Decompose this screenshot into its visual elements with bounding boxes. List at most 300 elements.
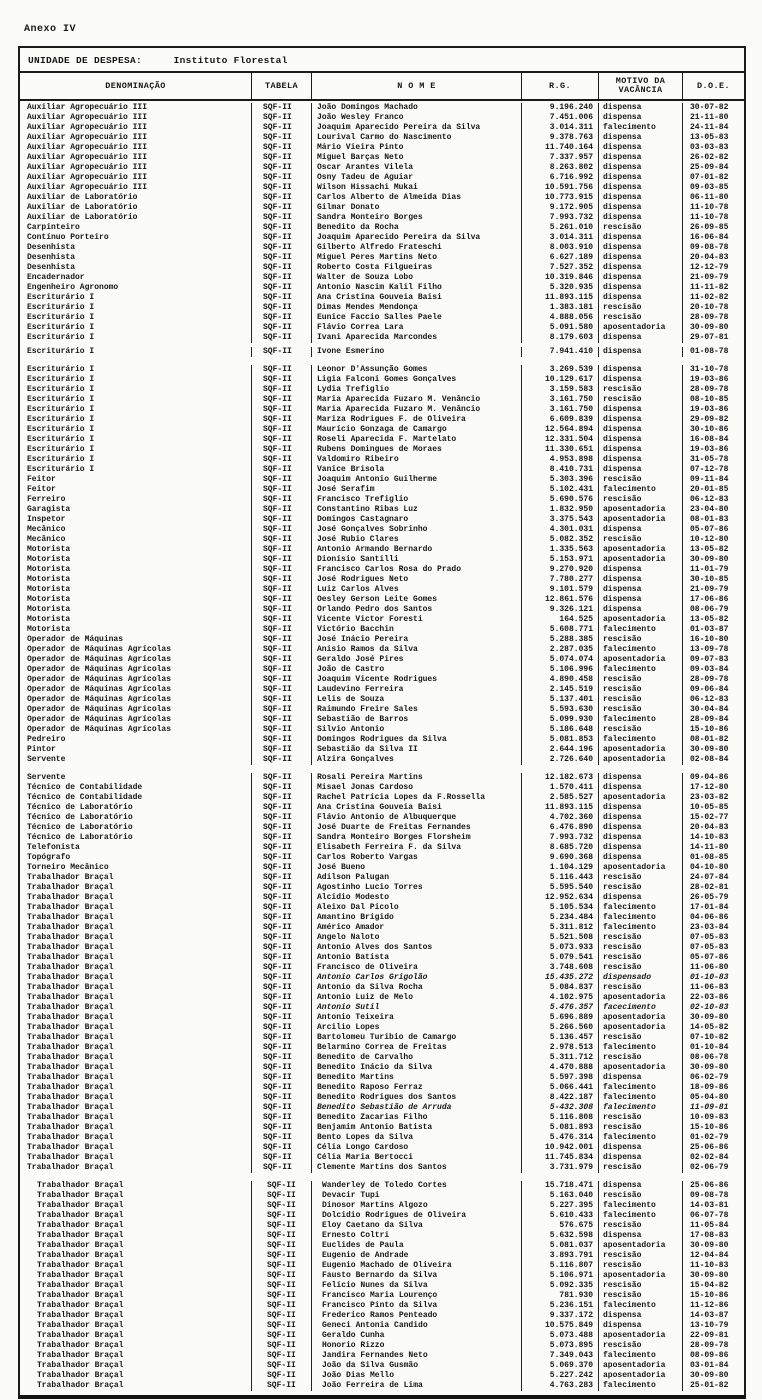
- cell-doe: 01-10-83: [690, 973, 729, 982]
- cell-denominacao: Auxiliar de Laboratório: [20, 193, 252, 203]
- cell-motivo-vacancia: dispensa: [599, 455, 683, 465]
- cell-nome: Leonor D'Assunção Gomes: [312, 365, 522, 375]
- table-row: [20, 515, 744, 525]
- cell-tabela: SQF-II: [252, 1271, 312, 1281]
- table-row: [20, 253, 744, 263]
- cell-motivo-vacancia: dispensa: [599, 375, 683, 385]
- cell-rg: 5.311.812: [522, 923, 599, 933]
- cell-doe: 12-12-79: [690, 263, 729, 272]
- cell-tabela: SQF-II: [252, 803, 312, 813]
- cell-motivo-vacancia: rescisão: [599, 873, 683, 883]
- cell-rg: 2.644.196: [522, 745, 599, 755]
- cell-nome: Walter de Souza Lobo: [312, 273, 522, 283]
- table-row: [20, 395, 744, 405]
- table-row: [20, 605, 744, 615]
- table-row: [20, 813, 744, 823]
- cell-rg: 5.476.314: [522, 1133, 599, 1143]
- cell-doe: 14-03-87: [690, 1311, 729, 1320]
- cell-motivo-vacancia: rescisão: [599, 1113, 683, 1123]
- cell-denominacao: Escriturário I: [20, 313, 252, 323]
- cell-nome: Francisco Carlos Rosa do Prado: [312, 565, 522, 575]
- cell-tabela: SQF-II: [252, 1033, 312, 1043]
- cell-nome: Gilberto Alfredo Frateschi: [312, 243, 522, 253]
- cell-rg: 164.525: [522, 615, 599, 625]
- cell-motivo-vacancia: dispensa: [599, 783, 683, 793]
- cell-doe: 29-09-82: [690, 415, 729, 424]
- cell-tabela: SQF-II: [252, 1191, 312, 1201]
- table-row: [20, 347, 744, 357]
- cell-rg: 10.591.756: [522, 183, 599, 193]
- cell-doe: 03-01-84: [690, 1361, 729, 1370]
- cell-tabela: SQF-II: [252, 303, 312, 313]
- cell-motivo-vacancia: rescisão: [599, 1191, 683, 1201]
- cell-denominacao: Operador de Máquinas Agrícolas: [20, 645, 252, 655]
- cell-nome: Constantino Ribas Luz: [312, 505, 522, 515]
- cell-nome: Alzira Gonçalves: [312, 755, 522, 765]
- table-row: [20, 273, 744, 283]
- cell-motivo-vacancia: rescisão: [599, 1291, 683, 1301]
- cell-denominacao: Trabalhador Braçal: [20, 1033, 252, 1043]
- cell-rg: 5.073.933: [522, 943, 599, 953]
- cell-nome: Ernesto Coltri: [312, 1231, 522, 1241]
- cell-rg: 15.435.272: [522, 973, 599, 983]
- cell-tabela: SQF-II: [252, 793, 312, 803]
- cell-nome: Miguel Peres Martins Neto: [312, 253, 522, 263]
- cell-tabela: SQF-II: [252, 1331, 312, 1341]
- cell-nome: Felício Nunes da Silva: [312, 1281, 522, 1291]
- cell-motivo-vacancia: aposentadoria: [599, 1013, 683, 1023]
- table-row: [20, 1291, 744, 1301]
- cell-rg: 5.610.433: [522, 1211, 599, 1221]
- cell-motivo-vacancia: dispensa: [599, 813, 683, 823]
- cell-tabela: SQF-II: [252, 173, 312, 183]
- cell-denominacao: Trabalhador Braçal: [20, 1063, 252, 1073]
- cell-nome: Lourival Carmo do Nascimento: [312, 133, 522, 143]
- cell-tabela: SQF-II: [252, 833, 312, 843]
- cell-doe: 30-09-80: [690, 1063, 729, 1072]
- table-row: [20, 625, 744, 635]
- cell-nome: Mário Vieira Pinto: [312, 143, 522, 153]
- cell-tabela: SQF-II: [252, 1063, 312, 1073]
- cell-motivo-vacancia: aposentadoria: [599, 323, 683, 333]
- cell-denominacao: Escriturário I: [20, 415, 252, 425]
- cell-rg: 5.236.151: [522, 1301, 599, 1311]
- cell-doe: 14-03-81: [690, 1201, 729, 1210]
- cell-tabela: SQF-II: [252, 485, 312, 495]
- cell-nome: Flávio Correa Lara: [312, 323, 522, 333]
- cell-rg: 5.227.242: [522, 1371, 599, 1381]
- cell-denominacao: Trabalhador Braçal: [20, 1133, 252, 1143]
- cell-rg: 3.269.539: [522, 365, 599, 375]
- cell-rg: 11.745.834: [522, 1153, 599, 1163]
- cell-tabela: SQF-II: [252, 163, 312, 173]
- cell-motivo-vacancia: rescisão: [599, 1163, 683, 1173]
- table-row: [20, 755, 744, 765]
- cell-rg: 3.159.583: [522, 385, 599, 395]
- cell-tabela: SQF-II: [252, 635, 312, 645]
- cell-rg: 1.832.950: [522, 505, 599, 515]
- table-row: [20, 1361, 744, 1371]
- cell-motivo-vacancia: dispensa: [599, 565, 683, 575]
- cell-doe: 23-04-80: [690, 505, 729, 514]
- table-row: [20, 1023, 744, 1033]
- table-block: [20, 347, 744, 357]
- table-row: [20, 193, 744, 203]
- cell-tabela: SQF-II: [252, 133, 312, 143]
- cell-tabela: SQF-II: [252, 685, 312, 695]
- cell-rg: 4.301.031: [522, 525, 599, 535]
- cell-nome: Maria Aparecida Fuzaro M. Venâncio: [312, 395, 522, 405]
- cell-tabela: SQF-II: [252, 1163, 312, 1173]
- cell-nome: Wanderley de Toledo Cortes: [312, 1181, 522, 1191]
- cell-tabela: SQF-II: [252, 475, 312, 485]
- cell-rg: 5.137.401: [522, 695, 599, 705]
- cell-motivo-vacancia: aposentadoria: [599, 755, 683, 765]
- cell-tabela: SQF-II: [252, 675, 312, 685]
- cell-doe: 31-05-78: [690, 455, 729, 464]
- cell-denominacao: Torneiro Mecânico: [20, 863, 252, 873]
- cell-doe: 26-05-79: [690, 893, 729, 902]
- cell-rg: 7.780.277: [522, 575, 599, 585]
- cell-denominacao: Escriturário I: [20, 455, 252, 465]
- cell-denominacao: Escriturário I: [20, 435, 252, 445]
- cell-denominacao: Trabalhador Braçal: [20, 903, 252, 913]
- cell-tabela: SQF-II: [252, 233, 312, 243]
- cell-doe: 14-10-83: [690, 833, 729, 842]
- cell-rg: 5.105.534: [522, 903, 599, 913]
- cell-motivo-vacancia: dispensa: [599, 143, 683, 153]
- table-row: [20, 963, 744, 973]
- cell-tabela: SQF-II: [252, 903, 312, 913]
- cell-denominacao: Trabalhador Braçal: [20, 1043, 252, 1053]
- cell-nome: Wilson Hissachi Mukai: [312, 183, 522, 193]
- cell-doe: 07-01-82: [690, 173, 729, 182]
- table-row: [20, 953, 744, 963]
- cell-tabela: SQF-II: [252, 913, 312, 923]
- cell-rg: 8.179.603: [522, 333, 599, 343]
- cell-tabela: SQF-II: [252, 1291, 312, 1301]
- cell-motivo-vacancia: rescisão: [599, 705, 683, 715]
- table-row: [20, 1311, 744, 1321]
- cell-tabela: SQF-II: [252, 1351, 312, 1361]
- cell-nome: Amantino Brigido: [312, 913, 522, 923]
- cell-nome: Clemente Martins dos Santos: [312, 1163, 522, 1173]
- cell-doe: 12-04-84: [690, 1251, 729, 1260]
- cell-rg: 3.748.608: [522, 963, 599, 973]
- cell-denominacao: Garagista: [20, 505, 252, 515]
- cell-rg: 5.320.935: [522, 283, 599, 293]
- cell-tabela: SQF-II: [252, 1251, 312, 1261]
- cell-rg: 5.066.441: [522, 1083, 599, 1093]
- cell-nome: Valdomiro Ribeiro: [312, 455, 522, 465]
- cell-tabela: SQF-II: [252, 1103, 312, 1113]
- cell-doe: 13-10-79: [690, 1321, 729, 1330]
- table-row: [20, 213, 744, 223]
- cell-tabela: SQF-II: [252, 1143, 312, 1153]
- table-row: [20, 133, 744, 143]
- cell-rg: 5.106.996: [522, 665, 599, 675]
- cell-nome: Américo Amador: [312, 923, 522, 933]
- cell-nome: Antonio Luiz de Melo: [312, 993, 522, 1003]
- cell-denominacao: Pintor: [20, 745, 252, 755]
- cell-doe: 25-06-86: [690, 1181, 729, 1190]
- table-row: [20, 1191, 744, 1201]
- cell-nome: Ligia Falconi Gomes Gonçalves: [312, 375, 522, 385]
- cell-doe: 30-09-80: [690, 1271, 729, 1280]
- table-row: [20, 843, 744, 853]
- cell-denominacao: Trabalhador Braçal: [20, 1093, 252, 1103]
- cell-motivo-vacancia: dispensa: [599, 213, 683, 223]
- cell-tabela: SQF-II: [252, 705, 312, 715]
- cell-nome: Dolcidio Rodrigues de Oliveira: [312, 1211, 522, 1221]
- cell-denominacao: Trabalhador Braçal: [20, 1153, 252, 1163]
- cell-rg: 3.161.750: [522, 395, 599, 405]
- table-row: [20, 283, 744, 293]
- cell-denominacao: Operador de Máquinas Agrícolas: [20, 695, 252, 705]
- cell-rg: 5.303.396: [522, 475, 599, 485]
- annex-label: Anexo IV: [24, 24, 77, 35]
- cell-tabela: SQF-II: [252, 273, 312, 283]
- cell-doe: 22-03-86: [690, 993, 729, 1002]
- cell-rg: 4.102.975: [522, 993, 599, 1003]
- cell-motivo-vacancia: dispensa: [599, 283, 683, 293]
- cell-tabela: SQF-II: [252, 655, 312, 665]
- cell-nome: Benedito Inácio da Silva: [312, 1063, 522, 1073]
- table-row: [20, 1083, 744, 1093]
- cell-motivo-vacancia: rescisão: [599, 943, 683, 953]
- cell-nome: Laudevino Ferreira: [312, 685, 522, 695]
- cell-tabela: SQF-II: [252, 1133, 312, 1143]
- cell-nome: Mariza Rodrigues F. de Oliveira: [312, 415, 522, 425]
- cell-motivo-vacancia: dispensa: [599, 253, 683, 263]
- cell-nome: Antonio Batista: [312, 953, 522, 963]
- cell-motivo-vacancia: dispensa: [599, 365, 683, 375]
- cell-denominacao: Desenhista: [20, 263, 252, 273]
- cell-rg: 5.163.040: [522, 1191, 599, 1201]
- cell-nome: Sandra Monteiro Borges: [312, 213, 522, 223]
- cell-rg: 5.116.807: [522, 1261, 599, 1271]
- cell-denominacao: Auxiliar Agropecuário III: [20, 183, 252, 193]
- cell-tabela: SQF-II: [252, 715, 312, 725]
- cell-nome: Adilson Palugan: [312, 873, 522, 883]
- cell-motivo-vacancia: falecimento: [599, 1301, 683, 1311]
- cell-rg: 4.702.360: [522, 813, 599, 823]
- cell-doe: 18-09-86: [690, 1083, 729, 1092]
- cell-motivo-vacancia: dispensa: [599, 1143, 683, 1153]
- cell-denominacao: Motorista: [20, 545, 252, 555]
- table-row: [20, 705, 744, 715]
- cell-nome: Joaquim Vicente Rodrigues: [312, 675, 522, 685]
- cell-tabela: SQF-II: [252, 555, 312, 565]
- cell-tabela: SQF-II: [252, 863, 312, 873]
- cell-doe: 11-11-82: [690, 283, 729, 292]
- cell-tabela: SQF-II: [252, 1281, 312, 1291]
- cell-nome: Jandira Fernandes Neto: [312, 1351, 522, 1361]
- cell-doe: 23-03-84: [690, 923, 729, 932]
- cell-denominacao: Trabalhador Braçal: [20, 1073, 252, 1083]
- cell-motivo-vacancia: rescisão: [599, 1341, 683, 1351]
- cell-doe: 17-08-83: [690, 1231, 729, 1240]
- cell-motivo-vacancia: dispensa: [599, 605, 683, 615]
- cell-rg: 11.330.651: [522, 445, 599, 455]
- cell-doe: 30-09-80: [690, 745, 729, 754]
- cell-denominacao: Operador de Máquinas Agrícolas: [20, 665, 252, 675]
- column-header-rg: R.G.: [522, 73, 599, 99]
- cell-tabela: SQF-II: [252, 595, 312, 605]
- cell-motivo-vacancia: dispensa: [599, 1153, 683, 1163]
- cell-motivo-vacancia: dispensa: [599, 415, 683, 425]
- cell-denominacao: Técnico de Laboratório: [20, 833, 252, 843]
- cell-tabela: SQF-II: [252, 263, 312, 273]
- cell-rg: 7.993.732: [522, 833, 599, 843]
- cell-nome: Geneci Antonia Candido: [312, 1321, 522, 1331]
- table-row: [20, 833, 744, 843]
- table-row: [20, 153, 744, 163]
- table-row: [20, 823, 744, 833]
- cell-motivo-vacancia: dispensa: [599, 273, 683, 283]
- cell-tabela: SQF-II: [252, 333, 312, 343]
- table-row: [20, 1371, 744, 1381]
- table-row: [20, 745, 744, 755]
- table-row: [20, 1341, 744, 1351]
- cell-denominacao: Inspetor: [20, 515, 252, 525]
- table-row: [20, 863, 744, 873]
- cell-motivo-vacancia: dispensa: [599, 435, 683, 445]
- table-row: [20, 1033, 744, 1043]
- cell-motivo-vacancia: rescisão: [599, 695, 683, 705]
- cell-denominacao: Operador de Máquinas Agrícolas: [20, 655, 252, 665]
- cell-tabela: SQF-II: [252, 415, 312, 425]
- cell-denominacao: Desenhista: [20, 253, 252, 263]
- cell-motivo-vacancia: rescisão: [599, 635, 683, 645]
- cell-tabela: SQF-II: [252, 695, 312, 705]
- cell-doe: 14-05-82: [690, 1023, 729, 1032]
- cell-denominacao: Técnico de Laboratório: [20, 823, 252, 833]
- table-row: [20, 1163, 744, 1173]
- cell-denominacao: Escriturário I: [20, 385, 252, 395]
- cell-rg: 9.378.763: [522, 133, 599, 143]
- cell-doe: 13-05-82: [690, 615, 729, 624]
- table-row: [20, 323, 744, 333]
- cell-tabela: SQF-II: [252, 183, 312, 193]
- cell-motivo-vacancia: rescisão: [599, 933, 683, 943]
- cell-doe: 09-08-78: [690, 243, 729, 252]
- cell-doe: 14-11-80: [690, 843, 729, 852]
- cell-tabela: SQF-II: [252, 243, 312, 253]
- table-row: [20, 203, 744, 213]
- cell-rg: 2.726.640: [522, 755, 599, 765]
- cell-rg: 10.319.846: [522, 273, 599, 283]
- table-row: [20, 535, 744, 545]
- cell-motivo-vacancia: dispensa: [599, 823, 683, 833]
- cell-motivo-vacancia: aposentadoria: [599, 1371, 683, 1381]
- cell-motivo-vacancia: dispensado: [599, 973, 683, 983]
- cell-nome: Benedito Sebastião de Arruda: [312, 1103, 522, 1113]
- cell-nome: Lelis de Souza: [312, 695, 522, 705]
- cell-motivo-vacancia: aposentadoria: [599, 615, 683, 625]
- cell-denominacao: Auxiliar Agropecuário III: [20, 173, 252, 183]
- cell-doe: 10-09-83: [690, 1113, 729, 1122]
- cell-rg: 4.470.888: [522, 1063, 599, 1073]
- cell-motivo-vacancia: dispensa: [599, 773, 683, 783]
- cell-tabela: SQF-II: [252, 465, 312, 475]
- cell-rg: 4.888.056: [522, 313, 599, 323]
- table-row: [20, 405, 744, 415]
- cell-nome: Bartolomeu Turibio de Camargo: [312, 1033, 522, 1043]
- table-row: [20, 903, 744, 913]
- cell-tabela: SQF-II: [252, 323, 312, 333]
- table-row: [20, 365, 744, 375]
- table-row: [20, 793, 744, 803]
- cell-nome: Victório Bacchin: [312, 625, 522, 635]
- cell-rg: 5-432.308: [522, 1103, 599, 1113]
- cell-denominacao: Auxiliar de Laboratório: [20, 213, 252, 223]
- cell-rg: 5.632.598: [522, 1231, 599, 1241]
- cell-denominacao: Trabalhador Braçal: [20, 1143, 252, 1153]
- cell-rg: 3.893.791: [522, 1251, 599, 1261]
- cell-motivo-vacancia: dispensa: [599, 347, 683, 357]
- cell-denominacao: Operador de Máquinas: [20, 635, 252, 645]
- cell-denominacao: Contínuo Porteiro: [20, 233, 252, 243]
- cell-nome: Lydia Trefiglio: [312, 385, 522, 395]
- cell-tabela: SQF-II: [252, 1093, 312, 1103]
- cell-rg: 5.092.335: [522, 1281, 599, 1291]
- table-row: [20, 1013, 744, 1023]
- cell-denominacao: Trabalhador Braçal: [20, 1181, 252, 1191]
- cell-doe: 16-08-84: [690, 435, 729, 444]
- cell-doe: 07-05-83: [690, 943, 729, 952]
- cell-denominacao: Servente: [20, 755, 252, 765]
- cell-nome: Rachel Patrícia Lopes da F.Rossella: [312, 793, 522, 803]
- cell-denominacao: Trabalhador Braçal: [20, 933, 252, 943]
- cell-doe: 11-02-82: [690, 293, 729, 302]
- cell-tabela: SQF-II: [252, 735, 312, 745]
- cell-motivo-vacancia: rescisão: [599, 535, 683, 545]
- cell-denominacao: Trabalhador Braçal: [20, 1241, 252, 1251]
- cell-nome: João Ferreira de Lima: [312, 1381, 522, 1391]
- cell-nome: Benjamim Antonio Batista: [312, 1123, 522, 1133]
- cell-doe: 01-08-78: [690, 347, 729, 356]
- table-row: [20, 103, 744, 113]
- cell-tabela: SQF-II: [252, 1113, 312, 1123]
- table-row: [20, 803, 744, 813]
- cell-tabela: SQF-II: [252, 1311, 312, 1321]
- cell-motivo-vacancia: aposentadoria: [599, 545, 683, 555]
- cell-nome: Sebastião de Barros: [312, 715, 522, 725]
- cell-doe: 10-05-85: [690, 803, 729, 812]
- table-row: [20, 475, 744, 485]
- cell-rg: 10.575.849: [522, 1321, 599, 1331]
- table-row: [20, 1271, 744, 1281]
- cell-denominacao: Trabalhador Braçal: [20, 1191, 252, 1201]
- cell-motivo-vacancia: rescisão: [599, 963, 683, 973]
- cell-nome: Benedito Rodrigues dos Santos: [312, 1093, 522, 1103]
- cell-tabela: SQF-II: [252, 1221, 312, 1231]
- cell-tabela: SQF-II: [252, 1123, 312, 1133]
- cell-doe: 07-10-82: [690, 1033, 729, 1042]
- cell-tabela: SQF-II: [252, 1181, 312, 1191]
- cell-motivo-vacancia: falecimento: [599, 1201, 683, 1211]
- cell-nome: Geraldo Cunha: [312, 1331, 522, 1341]
- cell-denominacao: Trabalhador Braçal: [20, 1251, 252, 1261]
- table-row: [20, 385, 744, 395]
- cell-doe: 08-01-83: [690, 515, 729, 524]
- cell-nome: Antonio Sutil: [312, 1003, 522, 1013]
- cell-rg: 1.335.563: [522, 545, 599, 555]
- cell-motivo-vacancia: dispensa: [599, 853, 683, 863]
- table-row: [20, 1331, 744, 1341]
- table-row: [20, 223, 744, 233]
